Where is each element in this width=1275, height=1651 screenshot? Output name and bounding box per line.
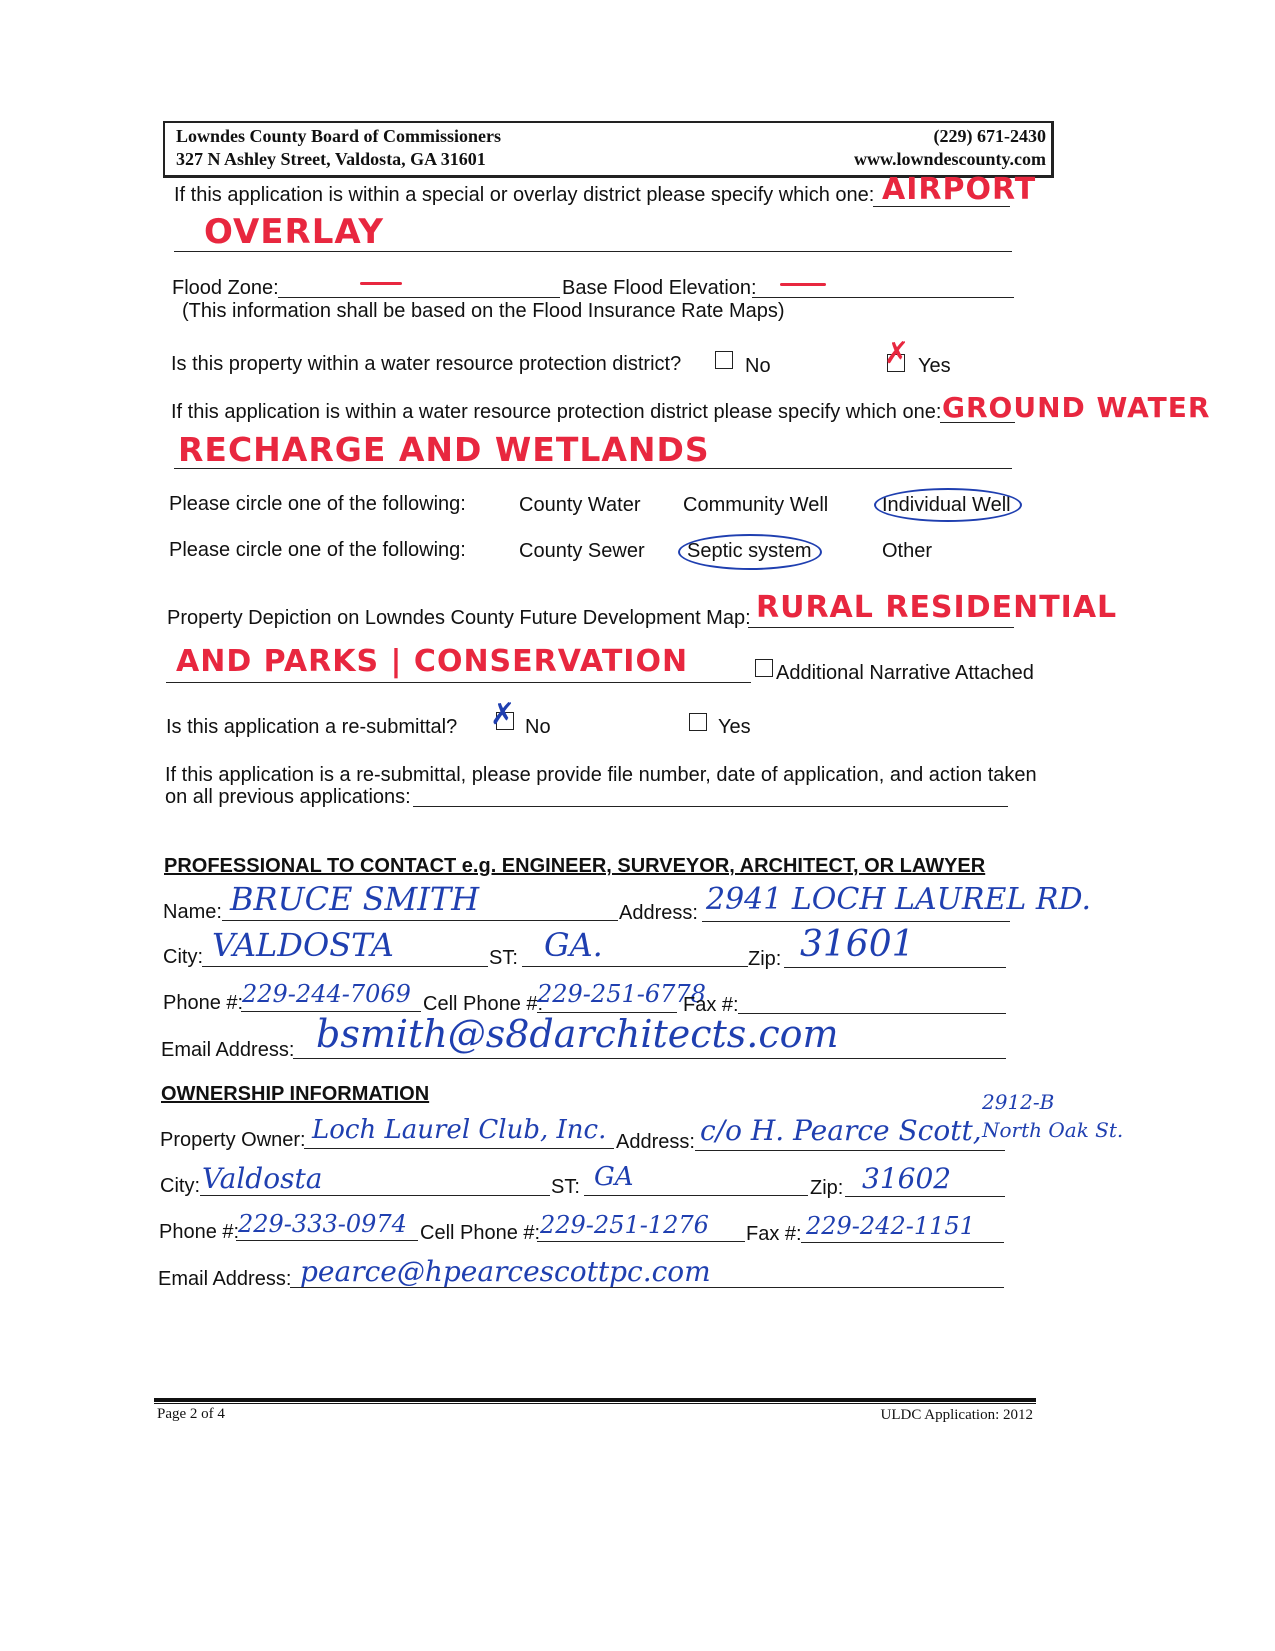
professional-city-value: VALDOSTA [212, 926, 394, 964]
resubmittal-info-field[interactable] [413, 806, 1008, 807]
water-protection-yes-mark: ✗ [884, 336, 910, 371]
additional-narrative-label: Additional Narrative Attached [776, 662, 1034, 684]
resubmittal-question: Is this application a re-submittal? [166, 716, 458, 738]
resubmittal-no-mark: ✗ [490, 697, 516, 732]
sewer-option-county-sewer[interactable]: County Sewer [519, 540, 645, 562]
header-phone: (229) 671-2430 [933, 126, 1046, 146]
water-protection-yes-label: Yes [918, 355, 951, 377]
footer-rule [154, 1398, 1036, 1402]
water-protection-value-1: GROUND WATER [942, 391, 1211, 424]
owner-city-line[interactable] [200, 1195, 550, 1196]
sewer-selected-circle [678, 534, 822, 570]
professional-cell-label: Cell Phone #: [423, 993, 544, 1015]
professional-st-value: GA. [544, 926, 603, 964]
base-flood-elevation-dash [780, 283, 826, 286]
future-development-line-1[interactable] [748, 627, 1014, 628]
sewer-label: Please circle one of the following: [169, 539, 466, 561]
flood-zone-label: Flood Zone: [172, 277, 279, 299]
owner-zip-line[interactable] [845, 1196, 1005, 1197]
owner-address-extra: North Oak St. [982, 1118, 1124, 1142]
professional-phone-value: 229-244-7069 [242, 980, 411, 1008]
resubmittal-yes-checkbox[interactable] [689, 713, 707, 731]
owner-cell-line[interactable] [537, 1241, 745, 1242]
header-org-address: 327 N Ashley Street, Valdosta, GA 31601 [176, 149, 486, 169]
owner-phone-line[interactable] [236, 1240, 418, 1241]
future-development-label: Property Depiction on Lowndes County Future Development Map: [167, 607, 751, 629]
professional-address-line[interactable] [702, 921, 1010, 922]
owner-phone-label: Phone #: [159, 1221, 240, 1243]
resubmittal-yes-label: Yes [718, 716, 751, 738]
footer-page: Page 2 of 4 [157, 1406, 225, 1422]
professional-name-line[interactable] [222, 920, 618, 921]
owner-name-line[interactable] [304, 1148, 614, 1149]
professional-heading: PROFESSIONAL TO CONTACT e.g. ENGINEER, SURVEYOR, ARCHITECT, OR LAWYER [164, 855, 986, 877]
professional-zip-label: Zip: [748, 948, 782, 970]
header-website: www.lowndescounty.com [853, 149, 1046, 169]
water-source-label: Please circle one of the following: [169, 493, 466, 515]
additional-narrative-checkbox[interactable] [755, 659, 773, 677]
owner-st-value: GA [594, 1162, 634, 1192]
owner-phone-value: 229-333-0974 [238, 1210, 407, 1238]
owner-st-line[interactable] [584, 1195, 808, 1196]
resubmittal-info-line-1: If this application is a re-submittal, please provide file number, date of application, and action taken [165, 764, 1037, 786]
sewer-option-other[interactable]: Other [882, 540, 933, 562]
professional-city-line[interactable] [202, 966, 488, 967]
future-development-value-2: AND PARKS | CONSERVATION [176, 644, 689, 679]
owner-fax-value: 229-242-1151 [806, 1212, 975, 1240]
water-source-option-individual-well[interactable]: Individual Well [882, 494, 1011, 516]
resubmittal-no-label: No [525, 716, 551, 738]
professional-cell-value: 229-251-6778 [537, 980, 706, 1008]
owner-city-value: Valdosta [202, 1162, 323, 1195]
future-development-line-2[interactable] [166, 682, 751, 683]
owner-address-extra-top: 2912-B [982, 1090, 1055, 1114]
water-protection-no-checkbox[interactable] [715, 351, 733, 369]
owner-email-value: pearce@hpearcescottpc.com [300, 1255, 711, 1288]
professional-name-value: BRUCE SMITH [230, 880, 480, 918]
owner-fax-line[interactable] [801, 1242, 1004, 1243]
resubmittal-info-line-2: on all previous applications: [165, 786, 411, 808]
water-protection-no-label: No [745, 355, 771, 377]
owner-email-label: Email Address: [158, 1268, 292, 1290]
special-district-label: If this application is within a special or overlay district please specify which one: [174, 184, 875, 206]
water-protection-question: Is this property within a water resource protection district? [171, 353, 682, 375]
owner-zip-label: Zip: [810, 1177, 844, 1199]
special-district-value-1: AIRPORT [882, 172, 1037, 207]
professional-zip-value: 31601 [800, 924, 915, 965]
base-flood-elevation-line[interactable] [752, 297, 1014, 298]
owner-address-value: c/o H. Pearce Scott, [700, 1114, 982, 1147]
professional-address-label: Address: [619, 902, 698, 924]
sewer-option-septic-system[interactable]: Septic system [687, 540, 812, 562]
professional-email-label: Email Address: [161, 1039, 295, 1061]
professional-st-label: ST: [489, 947, 518, 969]
header-org-name: Lowndes County Board of Commissioners [176, 126, 502, 146]
professional-address-value: 2941 LOCH LAUREL RD. [706, 882, 1091, 917]
owner-name-label: Property Owner: [160, 1129, 306, 1151]
professional-fax-label: Fax #: [683, 994, 739, 1016]
owner-st-label: ST: [551, 1176, 580, 1198]
base-flood-elevation-label: Base Flood Elevation: [562, 277, 757, 299]
flood-zone-line[interactable] [278, 297, 560, 298]
footer-application: ULDC Application: 2012 [880, 1407, 1033, 1423]
professional-name-label: Name: [163, 901, 222, 923]
owner-name-value: Loch Laurel Club, Inc. [312, 1115, 607, 1145]
owner-zip-value: 31602 [862, 1162, 952, 1195]
flood-zone-dash [360, 282, 402, 285]
owner-address-label: Address: [616, 1131, 695, 1153]
water-source-option-community-well[interactable]: Community Well [683, 494, 829, 516]
owner-cell-value: 229-251-1276 [540, 1211, 709, 1239]
water-protection-value-2: RECHARGE AND WETLANDS [178, 430, 710, 469]
footer-rule-thin [154, 1403, 1036, 1404]
owner-address-line[interactable] [695, 1150, 1005, 1151]
special-district-value-2: OVERLAY [204, 212, 385, 252]
owner-city-label: City: [160, 1175, 200, 1197]
water-source-selected-circle [874, 488, 1022, 522]
professional-phone-label: Phone #: [163, 992, 244, 1014]
water-protection-specify-label: If this application is within a water resource protection district please specify which one: [171, 401, 942, 423]
future-development-value-1: RURAL RESIDENTIAL [756, 590, 1118, 625]
professional-zip-line[interactable] [784, 967, 1006, 968]
professional-city-label: City: [163, 946, 203, 968]
professional-email-value: bsmith@s8darchitects.com [316, 1012, 839, 1056]
professional-st-line[interactable] [522, 966, 748, 967]
professional-email-line[interactable] [293, 1058, 1006, 1059]
owner-fax-label: Fax #: [746, 1223, 802, 1245]
water-source-option-county-water[interactable]: County Water [519, 494, 641, 516]
owner-cell-label: Cell Phone #: [420, 1222, 541, 1244]
flood-note: (This information shall be based on the Flood Insurance Rate Maps) [182, 300, 785, 322]
ownership-heading: OWNERSHIP INFORMATION [161, 1083, 430, 1105]
